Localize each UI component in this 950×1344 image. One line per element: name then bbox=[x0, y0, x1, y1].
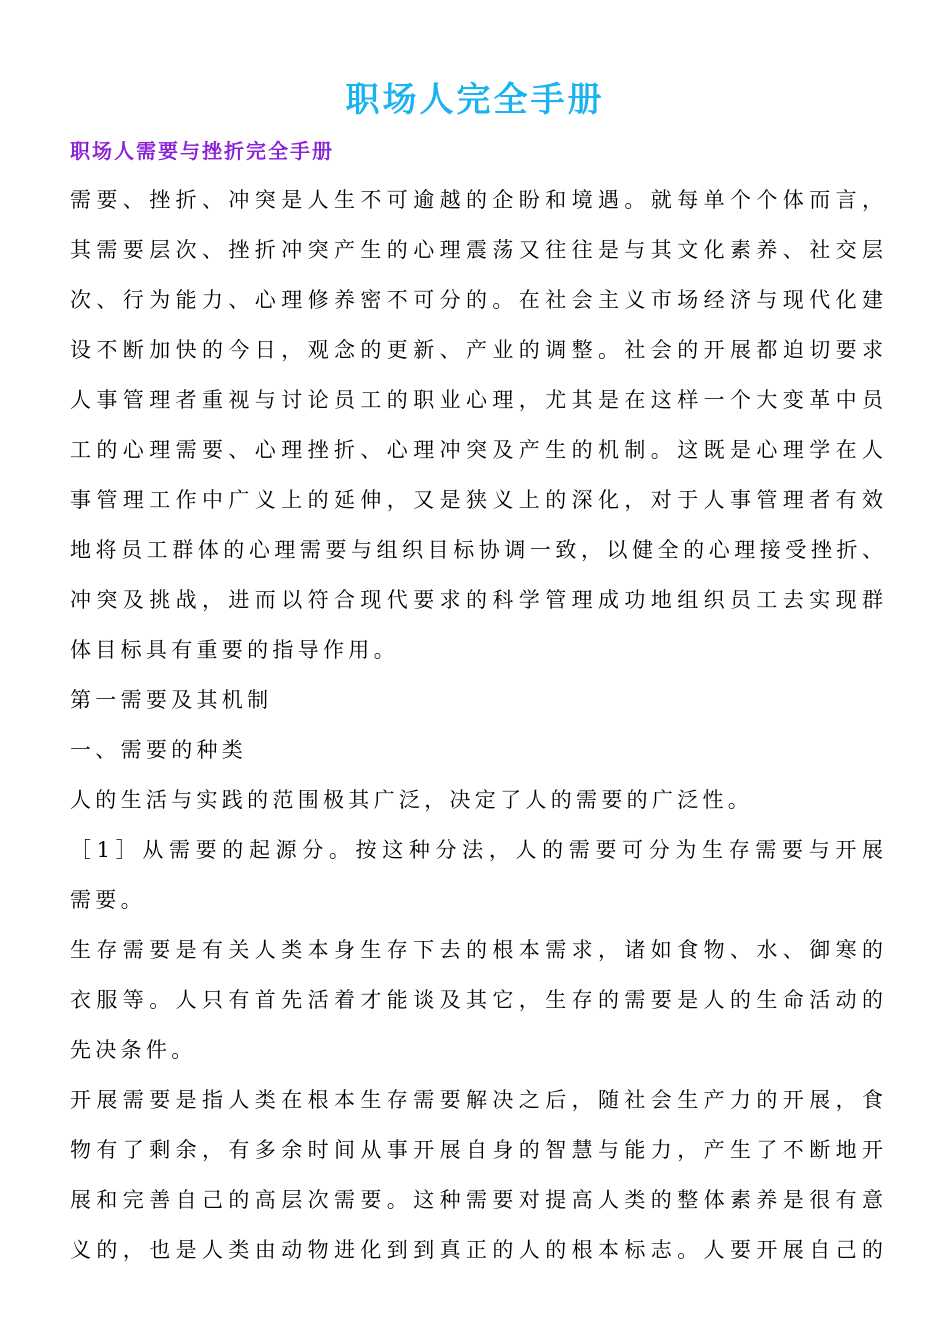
body-line: 生存需要是有关人类本身生存下去的根本需求，诸如食物、水、御寒的 bbox=[70, 938, 885, 962]
body-line: 需要、挫折、冲突是人生不可逾越的企盼和境遇。就每单个个体而言， bbox=[70, 188, 885, 212]
body-line: 人的生活与实践的范围极其广泛，决定了人的需要的广泛性。 bbox=[70, 788, 754, 812]
body-line: 先决条件。 bbox=[70, 1038, 197, 1062]
body-line: 其需要层次、挫折冲突产生的心理震荡又往往是与其文化素养、社交层 bbox=[70, 238, 885, 262]
body-line: 人事管理者重视与讨论员工的职业心理，尤其是在这样一个大变革中员 bbox=[70, 388, 885, 412]
body-line: 次、行为能力、心理修养密不可分的。在社会主义市场经济与现代化建 bbox=[70, 288, 885, 312]
section-heading: 第一需要及其机制 bbox=[70, 688, 273, 712]
body-line: 工的心理需要、心理挫折、心理冲突及产生的机制。这既是心理学在人 bbox=[70, 438, 885, 462]
body-line: 物有了剩余，有多余时间从事开展自身的智慧与能力，产生了不断地开 bbox=[70, 1138, 885, 1162]
body-line: 事管理工作中广义上的延伸，又是狭义上的深化，对于人事管理者有效 bbox=[70, 488, 885, 512]
document-subtitle: 职场人需要与挫折完全手册 bbox=[70, 139, 334, 163]
body-line: 展和完善自己的高层次需要。这种需要对提高人类的整体素养是很有意 bbox=[70, 1188, 885, 1212]
subsection-heading: 一、需要的种类 bbox=[70, 738, 248, 762]
body-line: 义的，也是人类由动物进化到到真正的人的根本标志。人要开展自己的 bbox=[70, 1238, 885, 1262]
document-title: 职场人完全手册 bbox=[345, 80, 605, 120]
document-body bbox=[70, 178, 885, 1278]
body-line: 衣服等。人只有首先活着才能谈及其它，生存的需要是人的生命活动的 bbox=[70, 988, 885, 1012]
body-line: 开展需要是指人类在根本生存需要解决之后，随社会生产力的开展，食 bbox=[70, 1088, 885, 1112]
body-line: 设不断加快的今日，观念的更新、产业的调整。社会的开展都迫切要求 bbox=[70, 338, 885, 362]
body-line: ［1］从需要的起源分。按这种分法，人的需要可分为生存需要与开展 bbox=[70, 838, 885, 862]
body-line: 地将员工群体的心理需要与组织目标协调一致，以健全的心理接受挫折、 bbox=[70, 538, 885, 562]
body-line: 冲突及挑战，进而以符合现代要求的科学管理成功地组织员工去实现群 bbox=[70, 588, 885, 612]
body-line: 体目标具有重要的指导作用。 bbox=[70, 638, 399, 662]
body-line: 需要。 bbox=[70, 888, 146, 912]
